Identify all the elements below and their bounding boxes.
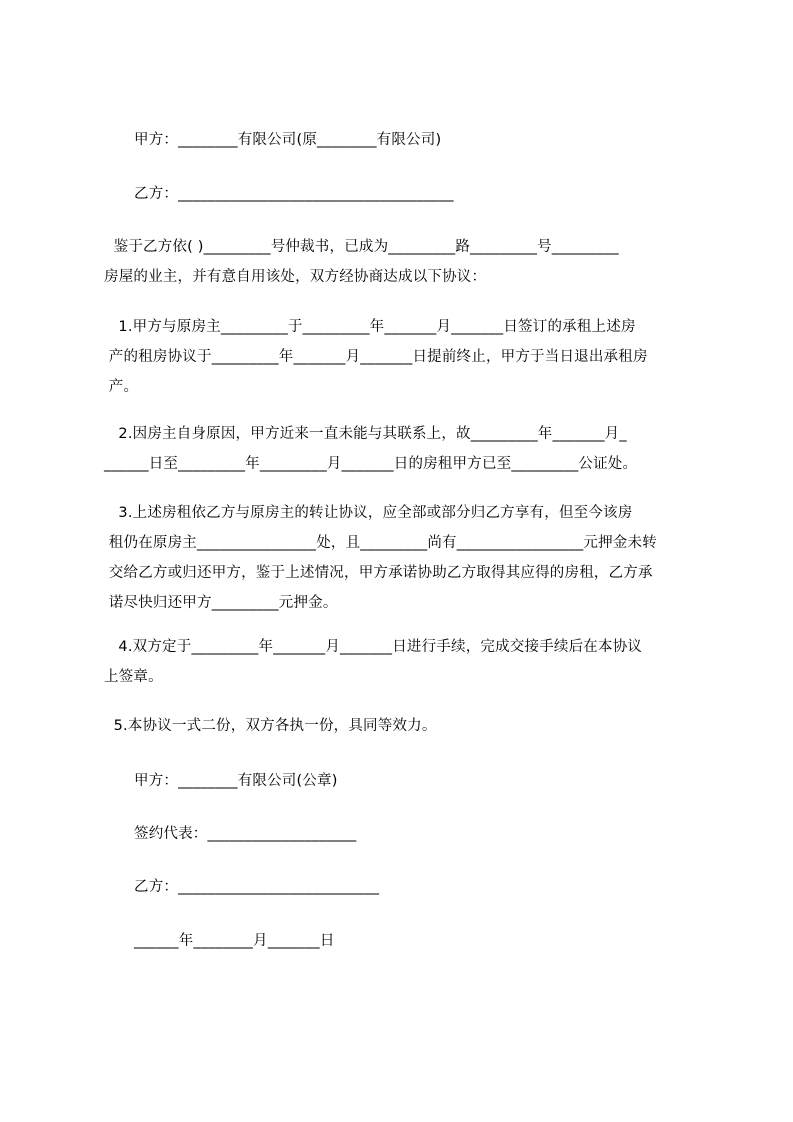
clause-line: 上签章。 — [104, 669, 163, 685]
clause-line: 交给乙方或归还甲方，鉴于上述情况，甲方承诺协助乙方取得其应得的房租，乙方承 — [104, 565, 653, 581]
party-b-header: 乙方：_____________________________________ — [134, 186, 454, 202]
signature-party-b: 乙方：___________________________ — [134, 879, 380, 895]
clause-line: 4.双方定于_________年_______月_______日进行手续，完成交接手续后在本协议 — [104, 639, 643, 655]
clause-line: 5.本协议一式二份，双方各执一份，具同等效力。 — [104, 718, 437, 734]
signature-representative: 签约代表：____________________ — [134, 826, 357, 842]
intro-line: 鉴于乙方依( )_________号仲裁书，已成为_________路_________号_________ — [104, 239, 619, 255]
clause-line: 2.因房主自身原因，甲方近来一直未能与其联系上，故_________年_______月_ — [104, 426, 627, 442]
clause-line: 产。 — [104, 379, 139, 395]
signature-date: ______年________月_______日 — [134, 933, 335, 949]
clause-line: 诺尽快归还甲方_________元押金。 — [104, 595, 338, 611]
clause-line: 租仍在原房主________________处，且_________尚有_________________元押金未转 — [104, 535, 657, 551]
clause-5 — [104, 716, 710, 746]
clause-line: ______日至_________年_________月_______日的房租甲方已至_________公证处。 — [104, 456, 638, 472]
clause-2 — [104, 424, 710, 484]
intro-line: 房屋的业主，并有意自用该处，双方经协商达成以下协议： — [104, 269, 487, 285]
clause-1 — [104, 317, 710, 407]
signature-party-a: 甲方：________有限公司(公章) — [134, 773, 338, 789]
clause-4 — [104, 637, 710, 697]
clause-3 — [104, 503, 710, 623]
clause-line: 3.上述房租依乙方与原房主的转让协议，应全部或部分归乙方享有，但至今该房 — [104, 505, 633, 521]
party-a-header: 甲方：________有限公司(原________有限公司) — [134, 132, 442, 148]
clause-line: 1.甲方与原房主_________于_________年_______月_______日签订的承租上述房 — [104, 319, 636, 335]
intro-paragraph — [104, 237, 710, 297]
clause-line: 产的租房协议于_________年_______月_______日提前终止，甲方于当日退出承租房 — [104, 349, 648, 365]
